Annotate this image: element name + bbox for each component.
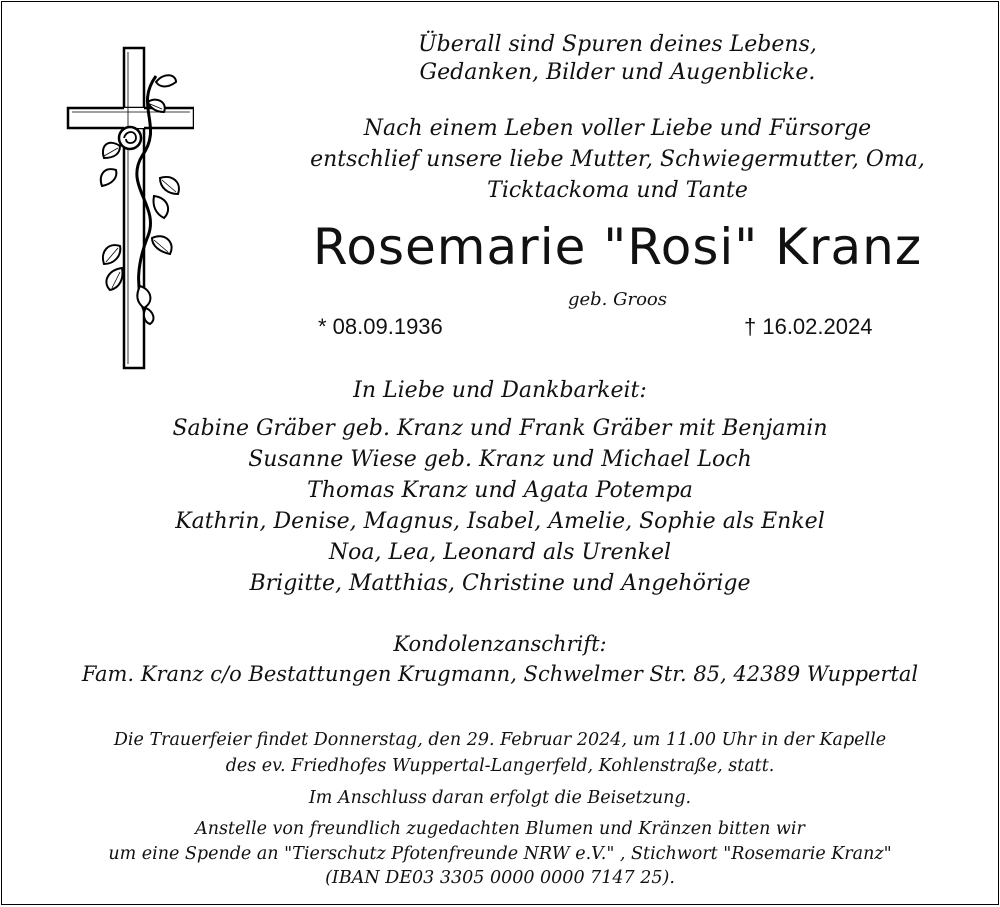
donation-line-2: um eine Spende an "Tierschutz Pfotenfreunde NRW e.V." , Stichwort "Rosemarie Kranz" <box>108 844 892 864</box>
intro-line-1: Nach einem Leben voller Liebe und Fürsorge <box>363 116 872 141</box>
obituary-notice <box>1 1 999 905</box>
service-line-2: des ev. Friedhofes Wuppertal-Langerfeld, Kohlenstraße, statt. <box>225 756 775 776</box>
cross-with-rose-vine-icon <box>64 46 194 372</box>
family-member: Brigitte, Matthias, Christine und Angehörige <box>249 571 751 596</box>
family-member: Noa, Lea, Leonard als Urenkel <box>328 540 672 565</box>
family-heading: In Liebe und Dankbarkeit: <box>353 378 647 403</box>
family-member: Sabine Gräber geb. Kranz und Frank Gräber mit Benjamin <box>172 416 828 441</box>
burial-note: Im Anschluss daran erfolgt die Beisetzung. <box>308 788 692 808</box>
condolence-heading: Kondolenzanschrift: <box>393 632 607 656</box>
intro-line-3: Ticktackoma und Tante <box>487 178 748 203</box>
poem-line-2: Gedanken, Bilder und Augenblicke. <box>419 60 816 85</box>
donation-line-1: Anstelle von freundlich zugedachten Blumen und Kränzen bitten wir <box>195 819 805 839</box>
family-member: Thomas Kranz und Agata Potempa <box>307 478 693 503</box>
intro-line-2: entschlief unsere liebe Mutter, Schwiegermutter, Oma, <box>310 147 925 172</box>
deceased-name: Rosemarie "Rosi" Kranz <box>312 218 923 276</box>
family-member: Kathrin, Denise, Magnus, Isabel, Amelie, Sophie als Enkel <box>175 509 825 534</box>
birth-name: geb. Groos <box>567 289 668 310</box>
donation-iban: (IBAN DE03 3305 0000 0000 7147 25). <box>325 868 675 888</box>
service-line-1: Die Trauerfeier findet Donnerstag, den 29. Februar 2024, um 11.00 Uhr in der Kapelle <box>113 730 887 750</box>
birth-date: * 08.09.1936 <box>318 314 443 339</box>
poem-line-1: Überall sind Spuren deines Lebens, <box>418 32 817 57</box>
death-date: † 16.02.2024 <box>744 314 873 339</box>
condolence-address: Fam. Kranz c/o Bestattungen Krugmann, Schwelmer Str. 85, 42389 Wuppertal <box>81 662 919 686</box>
family-member: Susanne Wiese geb. Kranz und Michael Loch <box>248 447 752 472</box>
